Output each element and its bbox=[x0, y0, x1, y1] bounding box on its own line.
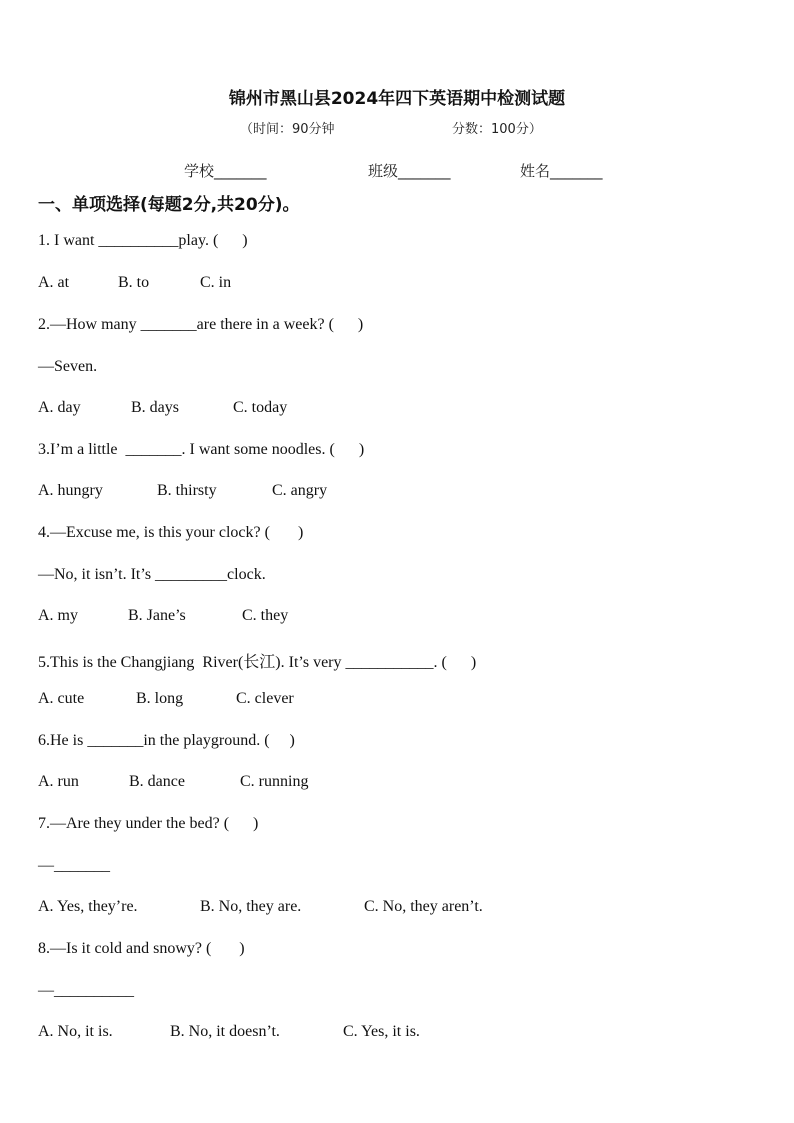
q7-option-a: A. Yes, they’re. bbox=[38, 898, 138, 915]
q3-option-a: A. hungry bbox=[38, 482, 103, 499]
q4-option-b: B. Jane’s bbox=[128, 607, 186, 624]
question-2: 2.—How many _______are there in a week? ( ) bbox=[38, 316, 364, 333]
q1-option-c: C. in bbox=[200, 274, 232, 291]
name-field: 姓名_______ bbox=[520, 162, 603, 180]
question-7-answer-line: —_______ bbox=[38, 857, 110, 874]
q2-option-a: A. day bbox=[38, 399, 81, 416]
q2-option-b: B. days bbox=[131, 399, 179, 416]
q1-option-a: A. at bbox=[38, 274, 70, 291]
question-6: 6.He is _______in the playground. ( ) bbox=[38, 732, 295, 749]
q5-option-a: A. cute bbox=[38, 690, 85, 707]
exam-score: 分数：100分） bbox=[452, 122, 542, 137]
q3-option-b: B. thirsty bbox=[157, 482, 217, 499]
question-1: 1. I want __________play. ( ) bbox=[38, 232, 248, 249]
school-field: 学校_______ bbox=[184, 162, 267, 180]
section-title: 一、单项选择(每题2分,共20分)。 bbox=[38, 195, 300, 215]
q7-option-c: C. No, they aren’t. bbox=[364, 898, 483, 915]
question-4: 4.—Excuse me, is this your clock? ( ) bbox=[38, 524, 304, 541]
page-title: 锦州市黑山县2024年四下英语期中检测试题 bbox=[228, 89, 566, 109]
q5-option-c: C. clever bbox=[236, 690, 294, 707]
question-3: 3.I’m a little _______. I want some noodles. ( ) bbox=[38, 441, 365, 458]
q6-option-c: C. running bbox=[240, 773, 309, 790]
q3-option-c: C. angry bbox=[272, 482, 328, 499]
q8-option-c: C. Yes, it is. bbox=[343, 1023, 420, 1040]
exam-time: （时间：90分钟 bbox=[240, 122, 335, 137]
question-4-answer-line: —No, it isn’t. It’s _________clock. bbox=[38, 566, 266, 583]
q4-option-c: C. they bbox=[242, 607, 289, 624]
q8-option-b: B. No, it doesn’t. bbox=[170, 1023, 280, 1040]
question-7: 7.—Are they under the bed? ( ) bbox=[38, 815, 259, 832]
q7-option-b: B. No, they are. bbox=[200, 898, 302, 915]
question-2-answer-line: —Seven. bbox=[38, 358, 98, 375]
class-field: 班级_______ bbox=[368, 162, 451, 180]
question-8: 8.—Is it cold and snowy? ( ) bbox=[38, 940, 245, 957]
question-8-answer-line: —__________ bbox=[38, 982, 134, 999]
q4-option-a: A. my bbox=[38, 607, 78, 624]
q6-option-a: A. run bbox=[38, 773, 79, 790]
q5-option-b: B. long bbox=[136, 690, 184, 707]
q8-option-a: A. No, it is. bbox=[38, 1023, 113, 1040]
q6-option-b: B. dance bbox=[129, 773, 185, 790]
q2-option-c: C. today bbox=[233, 399, 288, 416]
q1-option-b: B. to bbox=[118, 274, 150, 291]
question-5: 5.This is the Changjiang River(长江). It’s very ___________. ( ) bbox=[38, 654, 477, 671]
